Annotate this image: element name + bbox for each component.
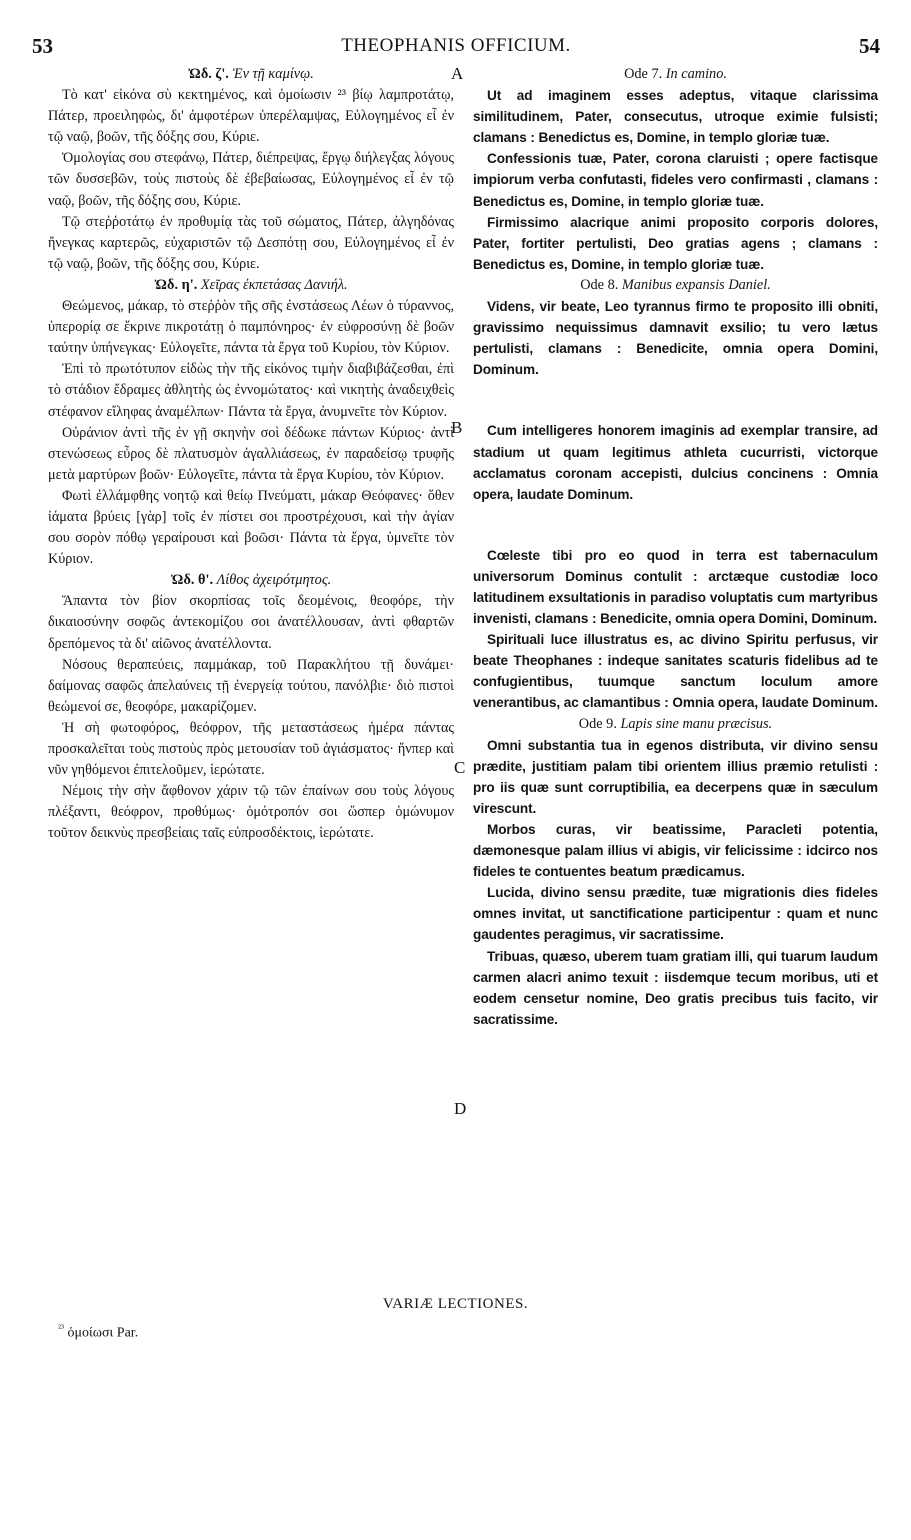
ode-label: Ὠδ. θ'. <box>170 572 214 589</box>
ode9-heading-greek <box>48 570 454 591</box>
ode-title: Χεῖρας ἐκπετάσας Δανιήλ. <box>200 276 348 293</box>
ode-label: Ode 8. <box>580 276 619 293</box>
ode7-heading-greek <box>48 64 454 85</box>
latin-column <box>473 64 878 1030</box>
latin-troparion: Tribuas, quæso, uberem tuam gratiam illi, qui tuarum laudum carmen alacri animo texuit : iisdemque tecum moribus, uti et eodem censetur nomine, Deo gratis precibus tuis facito, vir sacratissime. <box>473 948 878 1027</box>
latin-troparion: Confessionis tuæ, Pater, corona claruisti ; opere factisque impiorum verba confutasti, fideles vero confirmasti , clamans : Benedictus es, Domine, in templo gloriæ tuæ. <box>473 151 878 209</box>
footnote-number: ²³ <box>58 1323 64 1334</box>
greek-troparion: Φωτὶ ἐλλάμφθης νοητῷ καὶ θείῳ Πνεύματι, μάκαρ Θεόφανες· ὅθεν ἰάματα βρύεις [γὰρ] τοῖς ἐν πίστει σοι προστρέχουσι, καὶ τὴν ἁγίαν σου σορὸν πόθῳ γεραίρουσι καὶ βοῶσι· Πάντα τὰ ἔργα, ὑμνεῖτε τὸν Κύριον. <box>48 487 454 568</box>
page-header <box>32 34 880 60</box>
greek-troparion: Ἡ σὴ φωτοφόρος, θεόφρον, τῆς μεταστάσεως ἡμέρα πάντας προσκαλεῖται τοὺς πιστοὺς πρὸς μετουσίαν τοῦ ἁγιάσματος· ἥνπερ καὶ νῦν γηθόμενοι ἐπιτελοῦμεν, ἱερώτατε. <box>48 719 454 779</box>
greek-troparion: Ὁμολογίας σου στεφάνῳ, Πάτερ, διέπρεψας, ἔργῳ διήλεγξας λόγους τῶν δυσσεβῶν, τοὺς πιστοὺς δὲ ἐβεβαίωσας, Εὐλογημένος εἶ ἐν τῷ ναῷ, βοῶν, τῆς δόξης σου, Κύριε. <box>48 150 454 209</box>
latin-troparion: Omni substantia tua in egenos distributa, vir divino sensu prædite, justitiam palam tibi orientem illius præmio retulisti : pro iis quæ sunt corruptibilia, ea decerpens quæ in sæculum virescunt. <box>473 737 878 816</box>
ode8-heading-greek <box>48 275 454 296</box>
latin-troparion: Lucida, divino sensu prædite, tuæ migrationis dies fideles omnes invitat, ut sanctificatione participentur : quam et nunc gaudentes peragimus, vir sacratissime. <box>473 885 878 943</box>
latin-troparion: Videns, vir beate, Leo tyrannus firmo te proposito illi obniti, gravissimo nequissimus damnavit exsilio; tu vero lætus pertulisti, clamans : Benedicite, omnia opera Domini, Dominum. <box>473 299 878 378</box>
ode-label: Ode 9. <box>578 715 617 732</box>
ode-title: Λίθος ἀχειρότμητος. <box>216 572 332 589</box>
ode-title: In camino. <box>665 66 727 82</box>
ode-label: Ὠδ. η'. <box>154 276 198 293</box>
margin-marker-d: D <box>454 1099 467 1118</box>
ode-label: Ode 7. <box>624 66 663 82</box>
variae-lectiones-heading: VARIÆ LECTIONES. <box>382 1296 529 1312</box>
margin-marker-a: A <box>451 64 464 83</box>
page-number-right: 54 <box>859 34 880 58</box>
footnote <box>58 1323 138 1342</box>
spacer <box>473 505 878 545</box>
ode7-heading-latin <box>473 64 878 85</box>
greek-troparion: Τῷ στεῤῥοτάτῳ ἐν προθυμίᾳ τὰς τοῦ σώματος, Πάτερ, ἀλγηδόνας ἤνεγκας καρτερῶς, εὐχαριστῶν τῷ Δεσπότῃ σου, Εὐλογημένος εἶ ἐν τῷ ναῷ, βοῶν, τῆς δόξης σου, Κύριε. <box>48 213 454 272</box>
page-number-left: 53 <box>32 34 53 58</box>
latin-troparion: Spirituali luce illustratus es, ac divino Spiritu perfusus, vir beate Theophanes : indeque sanitates scaturis fidelibus ad te confugientibus, tuumque sanctum loculum amore venerantibus, ac clamantibus : Omnia opera, laudate Dominum. <box>473 632 878 711</box>
footnote-text: ὁμοίωσι Par. <box>67 1325 139 1341</box>
ode-label: Ὠδ. ζ'. <box>188 66 229 82</box>
latin-troparion: Cœleste tibi pro eo quod in terra est tabernaculum universorum Dominus contulit : arctæque custodiæ loco latitudinem exsultationis in paradiso voluptatis cum martyribus invenisti, clamans : Benedicite, omnia opera Domini, Dominum. <box>473 547 878 627</box>
greek-troparion: Οὐράνιον ἀντὶ τῆς ἐν γῇ σκηνὴν σοὶ δέδωκε πάντων Κύριος· ἀντὶ στενώσεως εὖρος δὲ πλατυσμὸν ἀγαλλιάσεως, ἐν παραδείσῳ τρυφῆς μετὰ μαρτύρων βοῶν· Εὐλογεῖτε, πάντα τὰ ἔργα Κυρίου, τὸν Κύριον. <box>48 424 454 483</box>
ode8-heading-latin <box>473 275 878 296</box>
greek-troparion: Νέμοις τὴν σὴν ἄφθονον χάριν τῷ τῶν ἐπαίνων σου τοὺς λόγους πλέξαντι, θεόφρον, προθύμως· ὁμότροπόν σοι ὥσπερ ὁμώνυμον τοῦτον δεικνὺς πρεσβείαις ταῖς εὐπροσδέκτοις, ἱερώτατε. <box>48 783 454 842</box>
greek-troparion: Νόσους θεραπεύεις, παμμάκαρ, τοῦ Παρακλήτου τῇ δυνάμει· δαίμονας σαφῶς ἀπελαύνεις τῇ ἐνεργείᾳ τούτου, πανόλβιε· διὸ πιστοὶ θεώμενοί σε, θεοφόρε, μακαρίζομεν. <box>48 656 454 715</box>
latin-troparion: Ut ad imaginem esses adeptus, vitaque clarissima similitudinem, Pater, consecutus, utroque eximie fulsisti; clamans : Benedictus es, Domine, in templo gloriæ tuæ. <box>473 88 878 146</box>
greek-troparion: Ἐπὶ τὸ πρωτότυπον εἰδὼς τὴν τῆς εἰκόνος τιμὴν διαβιβάζεσθαι, ἐπὶ τὸ στάδιον ἔδραμες ἀθλητὴς ὡς ἐννομώτατος· καὶ νικητὴς ἀναδειχθεὶς στέφανον εἴληφας ἀναμέλπων· Πάντα τὰ ἔργα, ἀνυμνεῖτε τὸν Κύριον. <box>48 361 454 420</box>
greek-troparion: Ἅπαντα τὸν βίον σκορπίσας τοῖς δεομένοις, θεοφόρε, τὴν δικαιοσύνην σοφῶς ἀντεκομίζου σοι ἀνατέλλουσαν, ἀντὶ φθαρτῶν δρεπόμενος τὰ δι' αἰῶνος ἀνατέλλοντα. <box>48 593 454 652</box>
spacer <box>473 380 878 420</box>
margin-marker-b: B <box>451 418 463 437</box>
ode-title: Manibus expansis Daniel. <box>621 276 771 293</box>
greek-troparion: Τὸ κατ' εἰκόνα σὺ κεκτημένος, καὶ ὁμοίωσιν ²³ βίῳ λαμπροτάτῳ, Πάτερ, προειληφὼς, δι' ἀμφοτέρων ὑπερέλαμψας, Εὐλογημένος εἶ ἐν τῷ ναῷ, βοῶν, τῆς δόξης σου, Κύριε. <box>48 87 454 146</box>
running-title: THEOPHANIS OFFICIUM. <box>341 35 571 56</box>
latin-troparion: Morbos curas, vir beatissime, Paracleti potentia, dæmonesque palam illius vi abigis, vir felicissime : idcirco nos fideles te contuentes beatum prædicamus. <box>473 822 878 880</box>
greek-troparion: Θεώμενος, μάκαρ, τὸ στεῤῥὸν τῆς σῆς ἐνστάσεως Λέων ὁ τύραννος, ὑπερορίᾳ σε ἔκρινε πικροτάτῃ ὁ παμπόνηρος· ἐν εὐφροσύνῃ δὲ βοῶν ταύτην ὑπήνεγκας· Εὐλογεῖτε, πάντα τὰ ἔργα τοῦ Κυρίου, τὸν Κύριον. <box>48 298 454 357</box>
greek-column <box>48 64 454 844</box>
ode9-heading-latin <box>473 714 878 735</box>
latin-troparion: Cum intelligeres honorem imaginis ad exemplar transire, ad stadium ut quam legitimus athleta cucurristi, victorque acclamatus coronam accepisti, dulcius concinens : Omnia opera, laudate Dominum. <box>473 423 878 502</box>
latin-troparion: Firmissimo alacrique animi proposito corporis dolores, Pater, fortiter pertulisti, Deo gratias agens ; clamans : Benedictus es, Domine, in templo gloriæ tuæ. <box>473 214 878 272</box>
margin-marker-c: C <box>454 758 466 777</box>
ode-title: Ἐν τῇ καμίνῳ. <box>232 66 314 82</box>
ode-title: Lapis sine manu præcisus. <box>620 715 773 732</box>
